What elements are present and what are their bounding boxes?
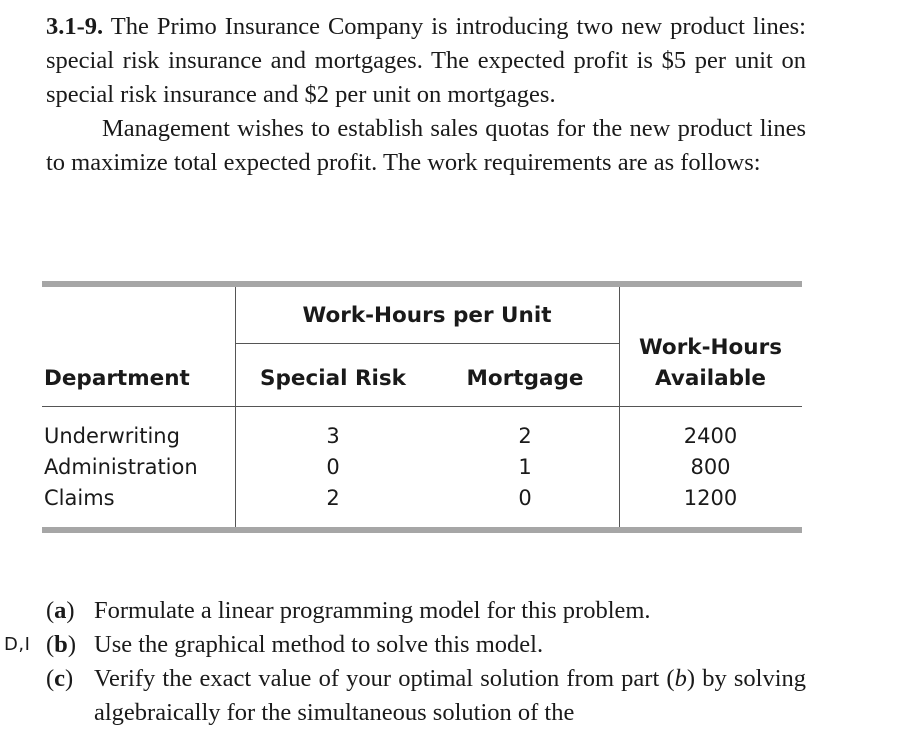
row-available: 1200 xyxy=(683,486,738,510)
header-mortgage: Mortgage xyxy=(466,366,584,391)
row-mortgage: 0 xyxy=(518,486,532,510)
row-mortgage: 1 xyxy=(518,455,532,479)
part-text: Use the graphical method to solve this model. xyxy=(94,631,544,658)
row-department: Underwriting xyxy=(44,424,180,448)
header-work-hours: Work-Hours xyxy=(638,335,782,360)
row-special-risk: 3 xyxy=(326,424,340,448)
row-special-risk: 2 xyxy=(326,486,340,510)
row-department: Claims xyxy=(44,486,115,510)
table-bottom-rule xyxy=(42,527,802,533)
group-header-work-hours-per-unit: Work-Hours per Unit xyxy=(302,303,552,328)
part-b xyxy=(4,628,806,662)
row-department: Administration xyxy=(44,455,198,479)
problem-parts xyxy=(4,594,807,730)
table-top-rule xyxy=(42,281,802,287)
header-bottom-rule xyxy=(42,406,802,407)
row-available: 2400 xyxy=(683,424,738,448)
part-text: Formulate a linear programming model for this problem. xyxy=(94,597,651,624)
part-label: (b) xyxy=(46,631,76,658)
part-reference: b xyxy=(674,665,687,692)
problem-number: 3.1-9. xyxy=(46,13,104,40)
part-label: (a) xyxy=(46,597,75,624)
problem-statement xyxy=(46,10,806,180)
part-label: (c) xyxy=(46,665,74,692)
problem-paragraph-2: Management wishes to establish sales quotas for the new product lines to maximize total expected profit. The work requirements are as follows: xyxy=(46,115,806,176)
header-special-risk: Special Risk xyxy=(260,366,406,391)
header-available: Available xyxy=(655,366,766,391)
part-a xyxy=(46,594,806,628)
margin-mark: D,I xyxy=(4,634,31,655)
part-text: Verify the exact value of your optimal solution from part (b) by solving algebraically for the simultaneous solution of the xyxy=(94,665,807,726)
row-special-risk: 0 xyxy=(326,455,340,479)
row-mortgage: 2 xyxy=(518,424,532,448)
part-c xyxy=(46,662,806,730)
problem-paragraph-1 xyxy=(46,10,806,112)
group-header-underline xyxy=(235,343,619,344)
header-department: Department xyxy=(44,366,190,391)
problem-text-1: The Primo Insurance Company is introducing two new product lines: special risk insurance and mortgages. The expected profit is $5 per unit on special risk insurance and $2 per unit on mortgages. xyxy=(46,13,806,108)
row-available: 800 xyxy=(690,455,731,479)
work-requirements-table xyxy=(42,281,802,533)
